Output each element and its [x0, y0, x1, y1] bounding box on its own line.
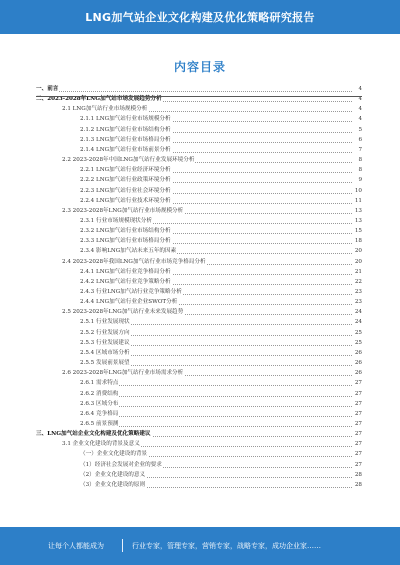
toc-entry-title: 2.5.5 发展前景展望	[80, 360, 130, 367]
toc-entry-title: 2.4.1 LNG加气站行业竞争格局分析	[80, 268, 171, 275]
toc-entry-title: 2.4 2023-2028年我国LNG加气站行业市场竞争格局分析	[62, 258, 206, 265]
toc-entry-title: 2.4.4 LNG加气站行业企业SWOT分析	[80, 299, 178, 306]
toc-entry[interactable]	[36, 166, 362, 176]
toc-entry-title: 2.5.3 行业发展建议	[80, 339, 130, 346]
toc-entry[interactable]	[36, 308, 362, 318]
toc-divider	[36, 96, 362, 97]
toc-entry-title: 2.2.4 LNG加气站行业技术环境分析	[80, 197, 171, 204]
toc-entry-title: 2.2.2 LNG加气站行业政策环境分析	[80, 177, 171, 184]
toc-page-number: 27	[354, 441, 362, 448]
toc-entry[interactable]	[36, 288, 362, 298]
toc-entry-title: 2.6 2023-2028年LNG加气站行业市场需求分析	[62, 370, 184, 377]
toc-leader-dots	[36, 91, 352, 92]
toc-entry-title: 2.1 LNG加气站行业市场规模分析	[62, 106, 148, 113]
toc-page-number: 20	[354, 248, 362, 255]
toc-entry-title: 2.3.2 LNG加气站行业市场结构分析	[80, 228, 171, 235]
toc-entry-title: 2.4.2 LNG加气站行业竞争策略分析	[80, 278, 171, 285]
toc-page-number: 27	[354, 431, 362, 438]
toc-entry[interactable]	[36, 420, 362, 430]
toc-entry-title: 2.1.3 LNG加气站行业市场格局分析	[80, 136, 171, 143]
toc-page-number: 26	[354, 349, 362, 356]
toc-page-number: 23	[354, 289, 362, 295]
toc-entry-title: 三、LNG加气站企业文化构建及优化策略建议	[36, 431, 151, 438]
toc-page-number: 28	[354, 481, 362, 488]
toc-entry[interactable]	[36, 176, 362, 186]
toc-entry[interactable]	[36, 105, 362, 115]
footer-slogan-right: 行业专家，管理专家，营销专家，战略专家，成功企业家……	[132, 542, 321, 550]
toc-entry[interactable]	[36, 410, 362, 420]
toc-entry[interactable]	[36, 329, 362, 339]
toc-entry[interactable]	[36, 247, 362, 257]
page-footer	[0, 527, 400, 565]
toc-entry[interactable]	[36, 318, 362, 328]
toc-page-number: 8	[353, 156, 362, 165]
toc-entry[interactable]	[36, 217, 362, 227]
page-header	[0, 0, 400, 34]
toc-entry-title: 2.1.4 LNG加气站行业市场前景分析	[80, 146, 171, 153]
toc-entry-title: 2.6.1 需求特点	[80, 380, 119, 387]
toc-page-number: 27	[354, 410, 362, 417]
toc-entry-title: （3）企业文化建设的原则	[80, 481, 146, 488]
toc-entry-title: 2.3.3 LNG加气站行业市场格局分析	[80, 238, 171, 245]
toc-page-number: 25	[354, 329, 362, 336]
toc-page-number: 6	[353, 136, 362, 145]
toc-page-number: 25	[354, 339, 362, 346]
toc-entry[interactable]	[36, 298, 362, 308]
toc-entry[interactable]	[36, 481, 362, 491]
toc-page-number: 22	[354, 278, 362, 285]
toc-entry[interactable]	[36, 390, 362, 400]
toc-entry[interactable]	[36, 430, 362, 440]
toc-page-number: 23	[354, 299, 362, 306]
toc-page-number: 8	[353, 166, 362, 175]
toc-entry-title: 二、2023-2028年LNG加气站市场发展趋势分析	[36, 96, 162, 103]
toc-page-number: 9	[353, 176, 362, 185]
toc-entry[interactable]	[36, 471, 362, 481]
toc-entry-title: 2.1.2 LNG加气站行业市场结构分析	[80, 126, 171, 133]
toc-leader-dots	[80, 416, 352, 417]
toc-page-number: 11	[354, 197, 362, 204]
toc-entry-title: 2.6.3 区域分布	[80, 400, 119, 407]
toc-leader-dots	[80, 385, 352, 386]
toc-entry[interactable]	[36, 156, 362, 166]
footer-divider	[122, 539, 123, 552]
toc-entry-title: 2.3.4 影响LNG加气站未来五年的因素	[80, 248, 177, 255]
toc-entry[interactable]	[36, 268, 362, 278]
toc-entry[interactable]	[36, 146, 362, 156]
toc-entry[interactable]	[36, 379, 362, 389]
toc-entry-title: 2.3 2023-2028年LNG加气站行业市场规模分析	[62, 207, 184, 214]
toc-page-number: 10	[354, 187, 362, 194]
toc-leader-dots	[80, 396, 352, 397]
toc-entry[interactable]	[36, 136, 362, 146]
toc-entry-title: 2.3.1 行业市场规模现状分析	[80, 217, 152, 224]
footer-slogan-left: 让每个人都能成为	[48, 542, 104, 550]
toc-entry-title: 2.6.4 竞争格局	[80, 410, 119, 417]
toc-page-number: 24	[354, 319, 362, 326]
toc-entry-title: （1）经济社会发展对企业的要求	[80, 461, 162, 468]
toc-entry-title: 2.2.3 LNG加气站行业社会环境分析	[80, 187, 171, 194]
toc-entry-title: 2.2 2023-2028年中国LNG加气站行业发展环境分析	[62, 157, 195, 164]
toc-leader-dots	[80, 406, 352, 407]
toc-entry[interactable]	[36, 461, 362, 471]
toc-entry[interactable]	[36, 369, 362, 379]
toc-entry-title: 2.4.3 行业LNG加气站行业竞争策略分析	[80, 289, 182, 295]
toc-entry-title: （2）企业文化建设的意义	[80, 471, 146, 478]
toc-entry-title: 2.2.1 LNG加气站行业经济环境分析	[80, 167, 171, 174]
toc-page-number: 27	[354, 400, 362, 407]
toc-entry-title: 2.6.5 前景预测	[80, 420, 119, 427]
toc-entry[interactable]	[36, 359, 362, 369]
toc-page-number: 24	[354, 309, 362, 316]
toc-page-number: 20	[354, 258, 362, 265]
toc-entry[interactable]	[36, 115, 362, 125]
toc-page-number: 26	[354, 360, 362, 367]
toc-entry[interactable]	[36, 339, 362, 349]
toc-entry[interactable]	[36, 278, 362, 288]
toc-page-number: 4	[353, 85, 362, 94]
toc-entry[interactable]	[36, 258, 362, 268]
toc-entry-title: （一）企业文化建设的背景	[80, 451, 148, 458]
toc-page-number: 28	[354, 471, 362, 478]
toc-heading: 内容目录	[173, 60, 226, 74]
toc-entry[interactable]	[36, 207, 362, 217]
toc-entry[interactable]	[36, 400, 362, 410]
toc-page-number: 27	[354, 420, 362, 427]
toc-page-number: 13	[354, 207, 362, 214]
toc-entry[interactable]	[36, 197, 362, 207]
toc-entry-title: 2.6.2 消费结构	[80, 390, 119, 397]
toc-page-number: 26	[354, 370, 362, 377]
toc-page-number: 13	[354, 217, 362, 224]
toc-entry-title: 一、前言	[36, 86, 59, 92]
toc-entry[interactable]	[36, 349, 362, 359]
toc-entry-title: 3.1 企业文化建设的背景及意义	[62, 441, 140, 448]
toc-entry[interactable]	[36, 440, 362, 450]
toc-entry[interactable]	[36, 126, 362, 136]
toc-page-number: 27	[354, 390, 362, 397]
toc-entry-title: 2.1.1 LNG加气站行业市场规模分析	[80, 116, 171, 123]
toc-entry-title: 2.5.2 行业发展方向	[80, 329, 130, 336]
toc-leader-dots	[80, 426, 352, 427]
report-title: LNG加气站企业文化构建及优化策略研究报告	[85, 11, 315, 24]
toc-entry-title: 2.5 2023-2028年LNG加气站行业未来发展趋势	[62, 309, 184, 316]
toc-page-number: 4	[353, 105, 362, 114]
toc-entry[interactable]	[36, 237, 362, 247]
toc-page-number: 27	[354, 451, 362, 458]
toc-entry[interactable]	[36, 450, 362, 460]
toc-entry-title: 2.5.1 行业发展现状	[80, 319, 130, 326]
toc-page-number: 4	[353, 115, 362, 124]
toc-page-number: 15	[354, 228, 362, 235]
toc-entry[interactable]	[36, 227, 362, 237]
toc-entry[interactable]	[36, 187, 362, 197]
toc-page-number: 4	[353, 95, 362, 104]
toc-entry-title: 2.5.4 区域市场分析	[80, 349, 130, 356]
toc-page-number: 21	[354, 268, 362, 275]
toc-page-number: 27	[354, 380, 362, 387]
toc-page-number: 7	[353, 146, 362, 155]
table-of-contents	[36, 85, 362, 490]
toc-page-number: 27	[354, 461, 362, 468]
toc-page-number: 5	[353, 126, 362, 135]
toc-page-number: 18	[354, 238, 362, 245]
toc-entry[interactable]	[36, 85, 362, 95]
